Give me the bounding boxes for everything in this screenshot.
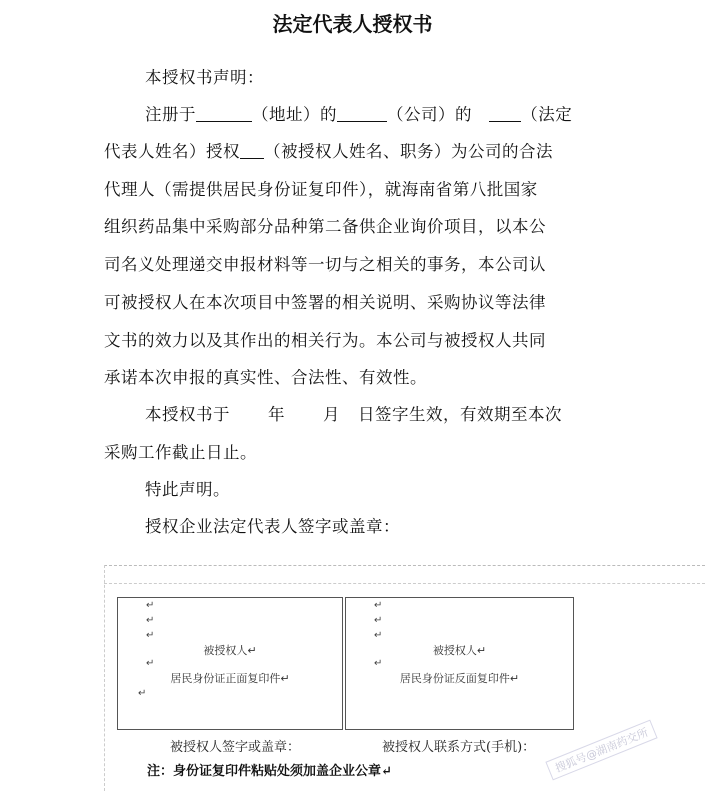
box-label: 被授权人↵ <box>203 644 257 657</box>
paragraph-mark: ↵ <box>374 658 383 669</box>
text-segment: 月 <box>323 405 340 424</box>
margin-guide-left <box>104 565 105 791</box>
para1-line6: 可被授权人在本次项目中签署的相关说明、采购协议等法律 <box>104 293 546 312</box>
id-copy-note: 注：身份证复印件粘贴处须加盖企业公章↵ <box>147 764 392 779</box>
blank-authorized-person[interactable] <box>240 142 264 160</box>
paragraph-mark: ↵ <box>138 688 147 699</box>
authorized-phone-label: 被授权人联系方式(手机)： <box>382 740 536 755</box>
text-segment: （被授权人姓名、职务）为公司的合法 <box>264 142 553 161</box>
id-back-photo-box[interactable] <box>345 597 574 730</box>
text-segment: 日签字生效，有效期至本次 <box>358 405 562 424</box>
page-break-divider <box>104 565 705 566</box>
text-segment: 年 <box>268 405 285 424</box>
paragraph-mark: ↵ <box>146 658 155 669</box>
para1-line2 <box>104 138 553 162</box>
text-segment: 代表人姓名）授权 <box>104 142 240 161</box>
para2-line2: 采购工作截止日止。 <box>104 443 257 462</box>
hereby-statement: 特此声明。 <box>145 480 230 499</box>
text-segment: 注册于 <box>145 105 196 124</box>
paragraph-mark: ↵ <box>374 615 383 626</box>
text-segment: （法定 <box>521 105 573 124</box>
text-segment: 本授权书于 <box>145 405 230 424</box>
paragraph-mark: ↵ <box>374 630 383 641</box>
statement-heading: 本授权书声明： <box>145 68 264 87</box>
para1-line8: 承诺本次申报的真实性、合法性、有效性。 <box>104 368 427 387</box>
paragraph-mark: ↵ <box>146 615 155 626</box>
box-caption: 居民身份证反面复印件↵ <box>399 672 520 685</box>
para1-line3: 代理人（需提供居民身份证复印件），就海南省第八批国家 <box>104 180 538 199</box>
paragraph-mark: ↵ <box>374 600 383 611</box>
para1-line5: 司名义处理递交申报材料等一切与之相关的事务，本公司认 <box>104 255 546 274</box>
id-front-photo-box[interactable] <box>117 597 343 730</box>
para1-line4: 组织药品集中采购部分品种第二备供企业询价项目，以本公 <box>104 217 546 236</box>
watermark: 搜狐号@湖南药交所 <box>545 720 657 781</box>
blank-address[interactable] <box>196 105 252 123</box>
box-label: 被授权人↵ <box>432 644 487 657</box>
para1-line7: 文书的效力以及其作出的相关行为。本公司与被授权人共同 <box>104 331 546 350</box>
text-segment: （公司）的 <box>387 105 472 124</box>
para1-line1 <box>145 101 572 125</box>
page-title: 法定代表人授权书 <box>272 12 433 36</box>
paragraph-mark: ↵ <box>146 630 155 641</box>
blank-company[interactable] <box>337 105 387 123</box>
authorized-signature-label: 被授权人签字或盖章： <box>170 740 301 755</box>
paragraph-mark: ↵ <box>146 600 155 611</box>
blank-legal-rep[interactable] <box>489 105 521 123</box>
text-segment: （地址）的 <box>252 105 337 124</box>
para2-line1 <box>145 401 562 425</box>
margin-guide <box>104 583 705 584</box>
signature-line: 授权企业法定代表人签字或盖章： <box>145 517 400 536</box>
box-caption: 居民身份证正面复印件↵ <box>170 672 290 685</box>
